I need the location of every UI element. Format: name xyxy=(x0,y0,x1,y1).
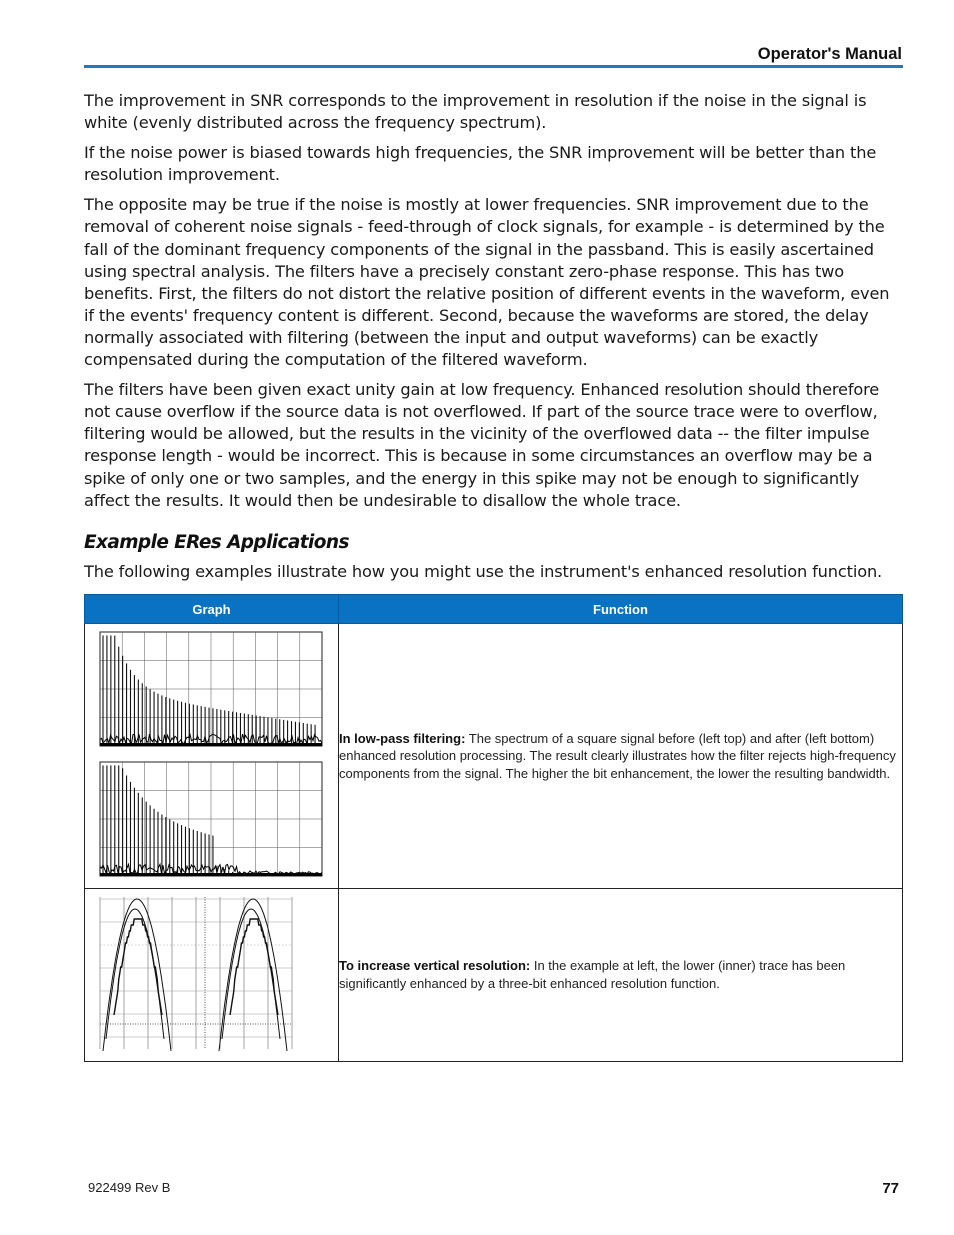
graph-cell xyxy=(85,889,339,1062)
paragraph: The opposite may be true if the noise is mostly at lower frequencies. SNR improvement due to the removal of coherent noise signals - feed-through of clock signals, for example - is determined by the fall of the dominant frequency components of the signal in the passband. This is easily ascertained using spectral analysis. The filters have a precisely constant zero-phase response. This has two benefits. First, the filters do not distort the relative position of different events in the waveform, even if the events' frequency content is different. Second, because the waveforms are stored, the delay normally associated with filtering (between the input and output waveforms) can be exactly compensated during the computation of the filtered waveform. xyxy=(84,195,890,370)
paragraph: The improvement in SNR corresponds to the improvement in resolution if the noise in the signal is white (evenly distributed across the frequency spectrum). xyxy=(84,91,867,133)
function-cell xyxy=(339,624,903,889)
vertical-resolution-traces-graph xyxy=(85,889,338,1061)
page-header-title: Operator's Manual xyxy=(757,45,902,63)
function-lead: To increase vertical resolution: xyxy=(339,958,531,974)
graph-column-header: Graph xyxy=(85,595,339,624)
spectrum-before-panel xyxy=(100,632,322,746)
body-text xyxy=(84,90,904,520)
function-text: In the example at left, the lower (inner) trace has been significantly enhanced by a three-bit enhanced resolution function. xyxy=(339,958,846,991)
paragraph: If the noise power is biased towards high frequencies, the SNR improvement will be better than the resolution improvement. xyxy=(84,143,877,185)
function-lead: In low-pass filtering: xyxy=(339,730,466,746)
spectrum-after-panel xyxy=(100,762,322,876)
spectrum-before-after-graph xyxy=(85,624,338,888)
section-intro: The following examples illustrate how you might use the instrument's enhanced resolution function. xyxy=(84,562,883,581)
function-cell xyxy=(339,889,903,1062)
function-column-header: Function xyxy=(339,595,903,624)
function-description xyxy=(339,957,902,992)
table-row xyxy=(85,889,903,1062)
footer-page-number: 77 xyxy=(882,1180,899,1197)
graph-cell xyxy=(85,624,339,889)
function-text: The spectrum of a square signal before (left top) and after (left bottom) enhanced resolution processing. The result clearly illustrates how the filter rejects high-frequency components from the signal. The higher the bit enhancement, the lower the resulting bandwidth. xyxy=(339,730,896,781)
eres-applications-table xyxy=(84,594,903,1062)
table-header-row xyxy=(85,595,903,624)
header-rule xyxy=(84,65,903,68)
table-row xyxy=(85,624,903,889)
footer-doc-id: 922499 Rev B xyxy=(88,1180,171,1195)
traces-grid xyxy=(100,897,292,1049)
paragraph: The filters have been given exact unity gain at low frequency. Enhanced resolution should therefore not cause overflow if the source data is not overflowed. If part of the source trace were to overflow, filtering would be allowed, but the results in the vicinity of the overflowed data -- the filter impulse response length - would be incorrect. This is because in some circumstances an overflow may be a spike of only one or two samples, and the energy in this spike may not be enough to significantly affect the results. It would then be undesirable to disallow the whole trace. xyxy=(84,380,880,510)
function-description xyxy=(339,730,902,783)
section-heading: Example ERes Applications xyxy=(84,532,349,553)
